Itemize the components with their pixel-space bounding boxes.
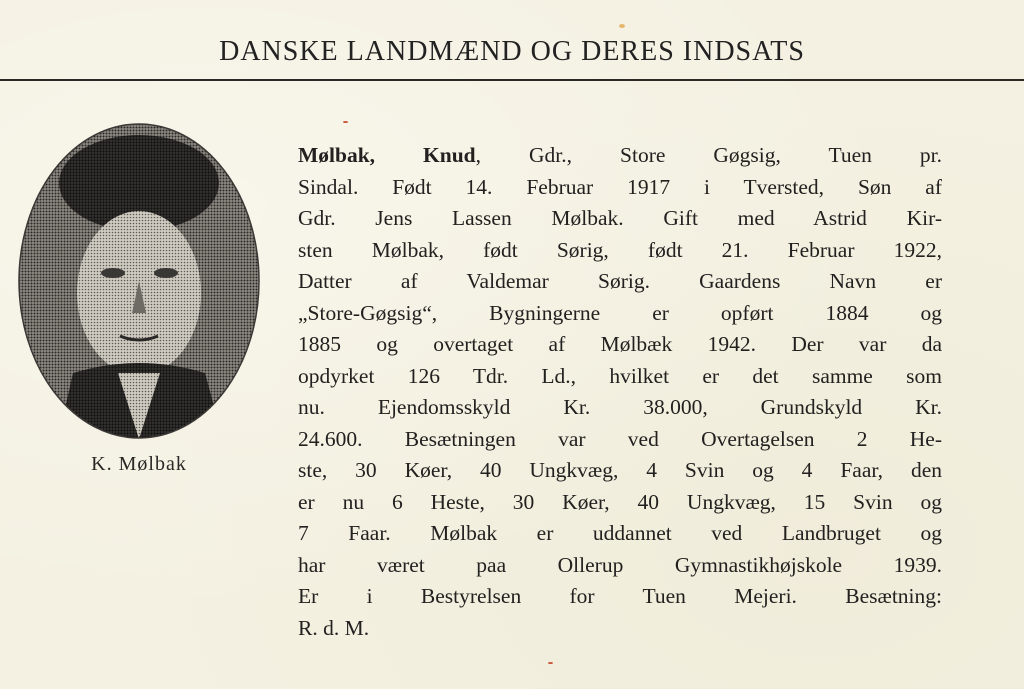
bio-line-1 xyxy=(298,140,942,172)
running-header-title: DANSKE LANDMÆND OG DERES INDSATS xyxy=(219,36,805,67)
header-rule xyxy=(0,79,1024,81)
bio-line-3: Gdr. Jens Lassen Mølbak. Gift med Astrid Kir- xyxy=(298,206,942,230)
bio-line-7: 1885 og overtaget af Mølbæk 1942. Der var da xyxy=(298,332,942,356)
paper-speck xyxy=(548,662,553,664)
bio-line-12: er nu 6 Heste, 30 Køer, 40 Ungkvæg, 15 Svin og xyxy=(298,489,942,514)
portrait-photo xyxy=(18,123,260,439)
bio-line-text: , Gdr., Store Gøgsig, Tuen pr. xyxy=(475,143,942,167)
paper-speck xyxy=(619,24,625,28)
bio-line-4: sten Mølbak, født Sørig, født 21. Februar 1922, xyxy=(298,237,942,262)
bio-line-16: R. d. M. xyxy=(298,615,370,640)
entry-name: Mølbak, Knud xyxy=(298,143,476,167)
bio-line-8: opdyrket 126 Tdr. Ld., hvilket er det samme som xyxy=(298,363,942,388)
bio-line-11: ste, 30 Køer, 40 Ungkvæg, 4 Svin og 4 Faar, den xyxy=(298,458,942,482)
bio-line-14: har været paa Ollerup Gymnastikhøjskole 1939. xyxy=(298,552,942,577)
bio-line-2: Sindal. Født 14. Februar 1917 i Tversted, Søn af xyxy=(298,174,942,199)
bio-line-6: „Store-Gøgsig“, Bygningerne er opført 1884 og xyxy=(298,300,942,325)
paper-speck xyxy=(343,121,348,123)
bio-line-9: nu. Ejendomsskyld Kr. 38.000, Grundskyld Kr. xyxy=(298,395,942,419)
bio-line-5: Datter af Valdemar Sørig. Gaardens Navn er xyxy=(298,269,942,293)
bio-line-15: Er i Bestyrelsen for Tuen Mejeri. Besætning: xyxy=(298,584,942,608)
biography-entry xyxy=(298,140,942,644)
bio-line-10: 24.600. Besætningen var ved Overtagelsen 2 He- xyxy=(298,426,942,451)
portrait-caption: K. Mølbak xyxy=(91,453,187,475)
bio-line-13: 7 Faar. Mølbak er uddannet ved Landbruget og xyxy=(298,521,942,545)
